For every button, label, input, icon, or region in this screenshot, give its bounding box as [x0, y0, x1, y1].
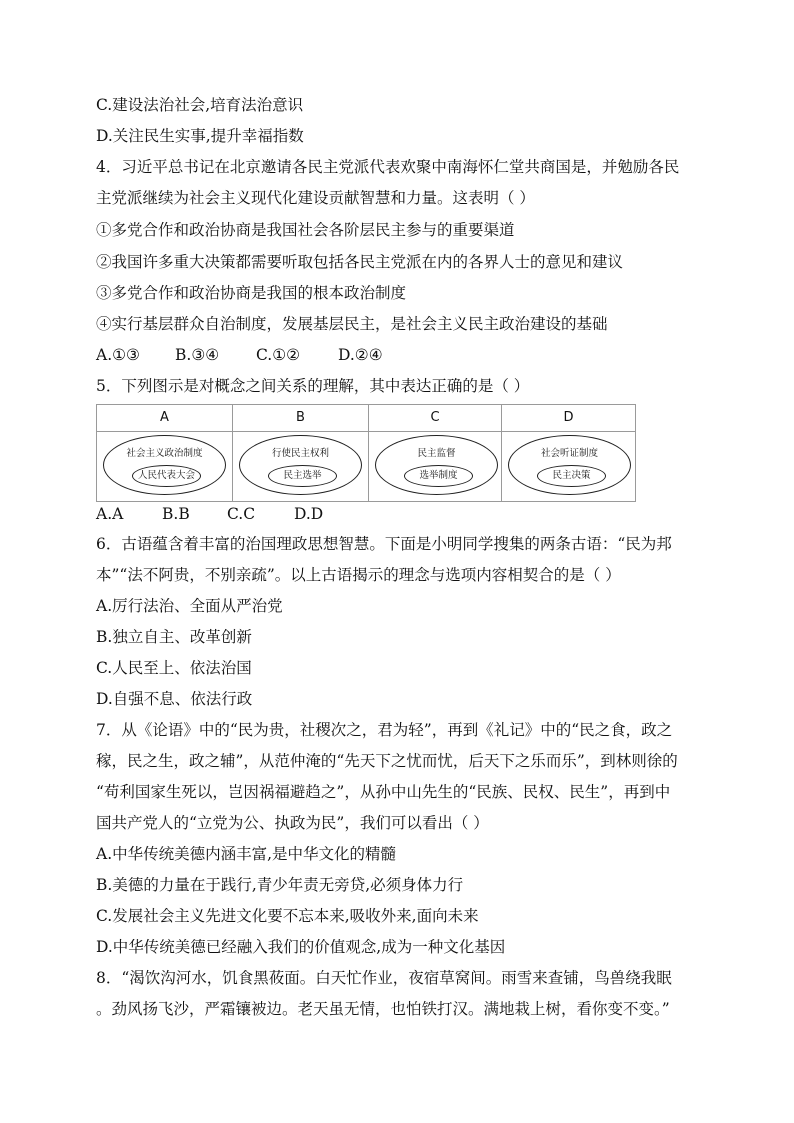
question-7-stem: 7．从《论语》中的“民为贵，社稷次之，君为轻”，再到《礼记》中的“民之食，政之 — [96, 721, 673, 739]
diagram-cell-head: A — [97, 405, 232, 432]
outer-ellipse — [103, 435, 226, 495]
option-d[interactable]: D.自强不息、依法行政 — [96, 690, 253, 708]
question-7-stem: 国共产党人的“立党为公、执政为民”，我们可以看出（ ） — [96, 814, 489, 832]
question-5-options — [96, 504, 323, 524]
statement-4: ④实行基层群众自治制度，发展基层民主，是社会主义民主政治建设的基础 — [96, 315, 608, 333]
question-5-stem: 5．下列图示是对概念之间关系的理解，其中表达正确的是（ ） — [96, 377, 530, 395]
option-d[interactable]: D.②④ — [338, 346, 383, 364]
option-a[interactable]: A.中华传统美德内涵丰富,是中华文化的精髓 — [96, 845, 397, 863]
inner-ellipse: 人民代表大会 — [132, 465, 201, 487]
inner-ellipse: 选举制度 — [404, 465, 473, 487]
concept-diagram — [96, 404, 636, 502]
option-d[interactable]: D.D — [294, 505, 324, 523]
question-8-stem: 8．“渴饮沟河水，饥食黑莜面。白天忙作业，夜宿草窝间。雨雪来查铺，鸟兽绕我眠 — [96, 969, 672, 987]
option-c[interactable]: C.C — [227, 505, 256, 523]
statement-2: ②我国许多重大决策都需要听取包括各民主党派在内的各界人士的意见和建议 — [96, 253, 624, 271]
option-b[interactable]: B.③④ — [175, 346, 220, 364]
question-4-options — [96, 345, 383, 365]
outer-ellipse — [239, 435, 362, 495]
question-7-stem: “苟利国家生死以，岂因祸福避趋之”，从孙中山先生的“民族、民权、民生”，再到中 — [96, 783, 671, 801]
diagram-cell-head: C — [369, 405, 501, 432]
option-a[interactable]: A.A — [96, 505, 124, 523]
option-b[interactable]: B.B — [162, 505, 190, 523]
outer-label: 民主监督 — [417, 448, 456, 459]
inner-ellipse: 民主决策 — [537, 465, 606, 487]
option-a[interactable]: A.厉行法治、全面从严治党 — [96, 597, 283, 615]
statement-3: ③多党合作和政治协商是我国的根本政治制度 — [96, 284, 407, 302]
question-4-stem: 4．习近平总书记在北京邀请各民主党派代表欢聚中南海怀仁堂共商国是，并勉励各民 — [96, 158, 680, 176]
diagram-cell-head: D — [502, 405, 635, 432]
outer-label: 社会听证制度 — [540, 448, 598, 459]
option-d[interactable]: D.中华传统美德已经融入我们的价值观念,成为一种文化基因 — [96, 938, 506, 956]
outer-ellipse — [508, 435, 631, 495]
outer-ellipse — [375, 435, 498, 495]
diagram-cell-a — [97, 405, 233, 501]
diagram-cell-d — [502, 405, 635, 501]
option-a[interactable]: A.①③ — [96, 346, 140, 364]
question-4-stem: 主党派继续为社会主义现代化建设贡献智慧和力量。这表明（ ） — [96, 189, 535, 207]
option-c[interactable]: C.①② — [256, 346, 301, 364]
question-6-stem: 6．古语蕴含着丰富的治国理政思想智慧。下面是小明同学搜集的两条古语：“民为邦 — [96, 535, 672, 553]
question-7-stem: 稼，民之生，政之辅”，从范仲淹的“先天下之忧而忧，后天下之乐而乐”，到林则徐的 — [96, 752, 678, 770]
diagram-cell-c — [369, 405, 502, 501]
diagram-cell-b — [233, 405, 369, 501]
option-b[interactable]: B.美德的力量在于践行,青少年责无旁贷,必须身体力行 — [96, 876, 464, 894]
text-line: C.建设法治社会,培育法治意识 — [96, 96, 304, 114]
question-6-stem: 本”“法不阿贵，不别亲疏”。以上古语揭示的理念与选项内容相契合的是（ ） — [96, 566, 621, 584]
text-line: D.关注民生实事,提升幸福指数 — [96, 127, 304, 145]
inner-ellipse: 民主选举 — [268, 465, 337, 487]
option-b[interactable]: B.独立自主、改革创新 — [96, 628, 252, 646]
outer-label: 社会主义政治制度 — [126, 448, 203, 459]
question-8-stem: 。劲风扬飞沙，严霜镶被边。老天虽无情，也怕铁打汉。满地栽上树，看你变不变。” — [96, 1000, 670, 1018]
outer-label: 行使民主权利 — [271, 448, 329, 459]
diagram-cell-head: B — [233, 405, 368, 432]
option-c[interactable]: C.人民至上、依法治国 — [96, 659, 252, 677]
option-c[interactable]: C.发展社会主义先进文化要不忘本来,吸收外来,面向未来 — [96, 907, 479, 925]
statement-1: ①多党合作和政治协商是我国社会各阶层民主参与的重要渠道 — [96, 221, 515, 239]
